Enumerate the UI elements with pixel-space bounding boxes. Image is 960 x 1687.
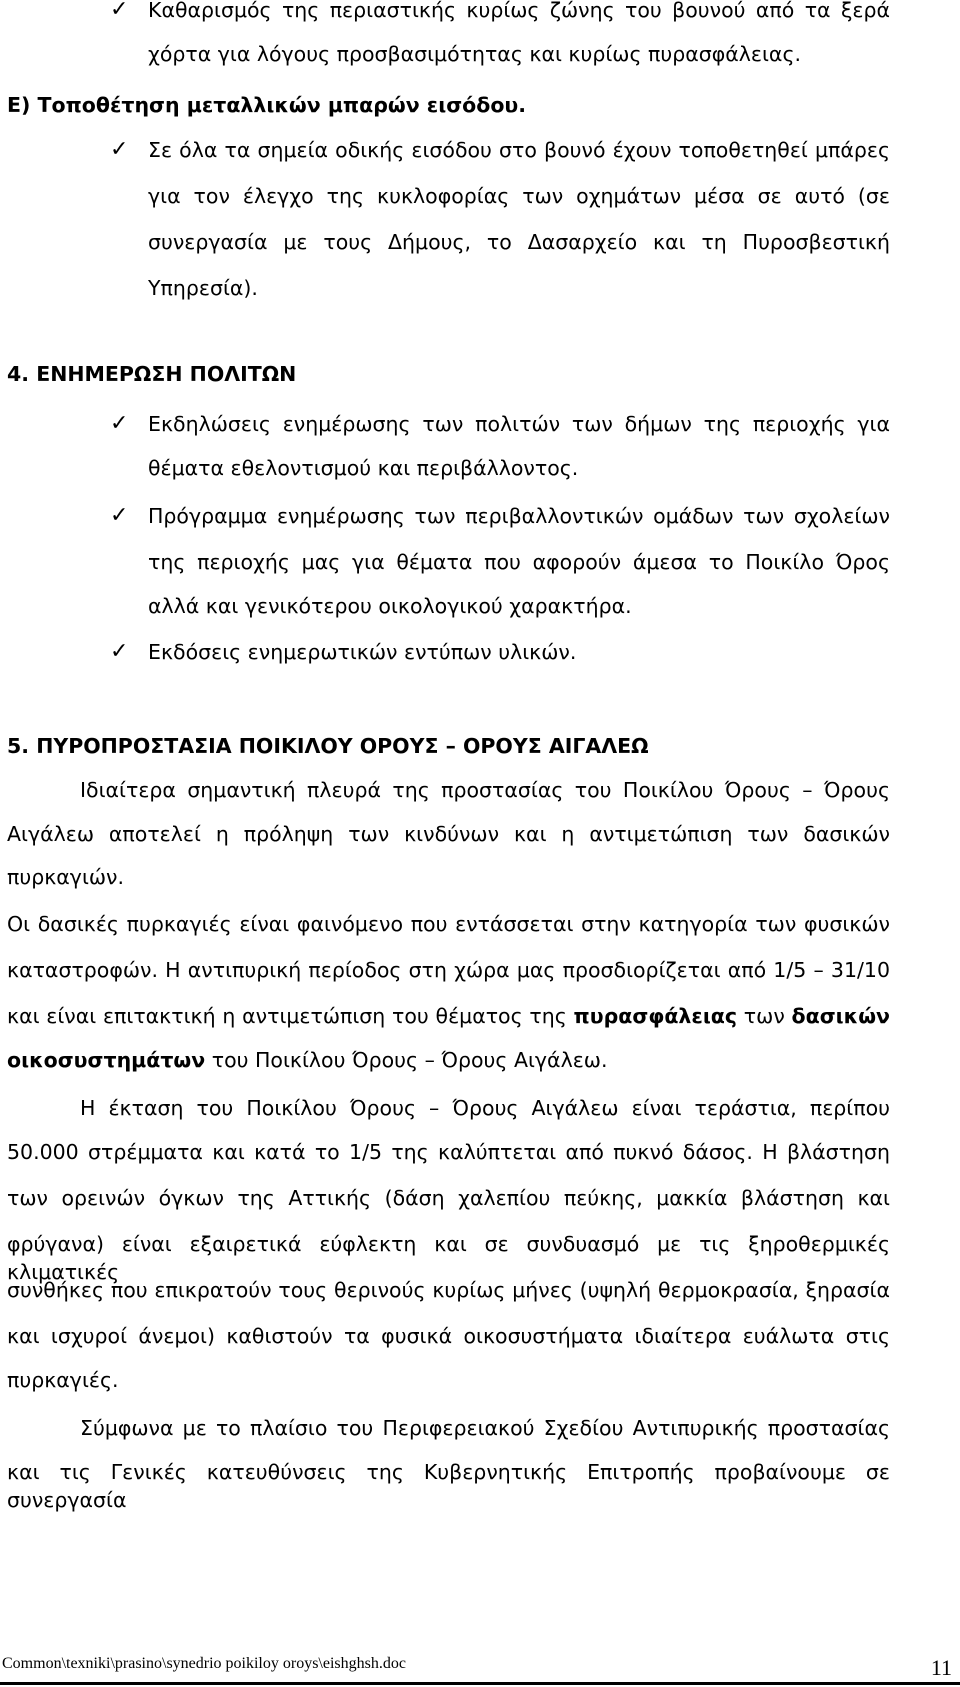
emphasis-ecosystems: οικοσυστημάτων <box>7 1048 206 1072</box>
bullet-text-line: για τον έλεγχο της κυκλοφορίας των οχημάτων μέσα σε αυτό (σε <box>148 184 890 208</box>
paragraph-line: Ιδιαίτερα σημαντική πλευρά της προστασίας του Ποικίλου Όρους – Όρους <box>80 778 890 802</box>
paragraph-line: των ορεινών όγκων της Αττικής (δάση χαλεπίου πεύκης, μακκία βλάστηση και <box>7 1186 890 1210</box>
paragraph-line <box>7 1046 607 1074</box>
paragraph-line: 50.000 στρέμματα και κατά το 1/5 της καλύπτεται από πυκνό δάσος. Η βλάστηση <box>7 1140 890 1164</box>
bullet-text-line: αλλά και γενικότερου οικολογικού χαρακτήρα. <box>148 594 632 618</box>
bullet-text-line: Υπηρεσία). <box>148 276 258 300</box>
paragraph-line: Η έκταση του Ποικίλου Όρους – Όρους Αιγάλεω είναι τεράστια, περίπου <box>80 1096 890 1120</box>
paragraph-line: και τις Γενικές κατευθύνσεις της Κυβερνητικής Επιτροπής προβαίνουμε σε συνεργασία <box>7 1460 890 1512</box>
text-run: του Ποικίλου Όρους – Όρους Αιγάλεω. <box>205 1048 608 1072</box>
paragraph-line: συνθήκες που επικρατούν τους θερινούς κυρίως μήνες (υψηλή θερμοκρασία, ξηρασία <box>7 1278 890 1302</box>
bullet-text-line: θέματα εθελοντισμού και περιβάλλοντος. <box>148 456 579 480</box>
paragraph-line: Αιγάλεω αποτελεί η πρόληψη των κινδύνων και η αντιμετώπιση των δασικών <box>7 822 890 846</box>
paragraph-line: και ισχυροί άνεμοι) καθιστούν τα φυσικά οικοσυστήματα ιδιαίτερα ευάλωτα στις <box>7 1324 890 1348</box>
bullet-text-line: χόρτα για λόγους προσβασιμότητας και κυρίως πυρασφάλειας. <box>148 42 801 66</box>
text-run: των <box>737 1004 792 1028</box>
text-run: και είναι επιτακτική η αντιμετώπιση του θέματος της <box>7 1004 574 1028</box>
section-4-heading: 4. ΕΝΗΜΕΡΩΣΗ ΠΟΛΙΤΩΝ <box>7 362 297 386</box>
bullet-text-line: Εκδόσεις ενημερωτικών εντύπων υλικών. <box>148 640 577 664</box>
check-mark-icon: ✓ <box>110 411 129 436</box>
paragraph-line: φρύγανα) είναι εξαιρετικά εύφλεκτη και σε συνδυασμό με τις ξηροθερμικές κλιματικές <box>7 1232 890 1284</box>
check-mark-icon: ✓ <box>110 137 129 162</box>
check-mark-icon: ✓ <box>110 503 129 528</box>
emphasis-forest: δασικών <box>791 1004 890 1028</box>
bullet-text-line: της περιοχής μας για θέματα που αφορούν άμεσα το Ποικίλο Όρος <box>148 550 890 574</box>
bullet-text-line: Σε όλα τα σημεία οδικής εισόδου στο βουνό έχουν τοποθετηθεί μπάρες <box>148 138 890 162</box>
paragraph-line <box>7 1002 890 1030</box>
section-5-heading: 5. ΠΥΡΟΠΡΟΣΤΑΣΙΑ ΠΟΙΚΙΛΟΥ ΟΡΟΥΣ – ΟΡΟΥΣ ΑΙΓΑΛΕΩ <box>7 734 649 758</box>
subheading-e: Ε) Τοποθέτηση μεταλλικών μπαρών εισόδου. <box>7 93 527 117</box>
paragraph-line: Οι δασικές πυρκαγιές είναι φαινόμενο που εντάσσεται στην κατηγορία των φυσικών <box>7 912 890 936</box>
bullet-text-line: συνεργασία με τους Δήμους, το Δασαρχείο και τη Πυροσβεστική <box>148 230 890 254</box>
paragraph-line: πυρκαγιών. <box>7 865 125 889</box>
check-mark-icon: ✓ <box>110 0 129 22</box>
paragraph-line: καταστροφών. Η αντιπυρική περίοδος στη χώρα μας προσδιορίζεται από 1/5 – 31/10 <box>7 958 890 982</box>
check-mark-icon: ✓ <box>110 639 129 664</box>
paragraph-line: πυρκαγιές. <box>7 1368 119 1392</box>
bullet-text-line: Καθαρισμός της περιαστικής κυρίως ζώνης του βουνού από τα ξερά <box>148 0 890 22</box>
page-number: 11 <box>930 1655 952 1680</box>
bullet-text-line: Εκδηλώσεις ενημέρωσης των πολιτών των δήμων της περιοχής για <box>148 412 890 436</box>
bullet-text-line: Πρόγραμμα ενημέρωσης των περιβαλλοντικών ομάδων των σχολείων <box>148 504 890 528</box>
paragraph-line: Σύμφωνα με το πλαίσιο του Περιφερειακού Σχεδίου Αντιπυρικής προστασίας <box>80 1416 890 1440</box>
footer-file-path: Common\texniki\prasino\synedrio poikiloy oroys\eishghsh.doc <box>2 1655 406 1672</box>
emphasis-fire-safety: πυρασφάλειας <box>573 1004 738 1028</box>
footer-rule <box>0 1682 960 1685</box>
